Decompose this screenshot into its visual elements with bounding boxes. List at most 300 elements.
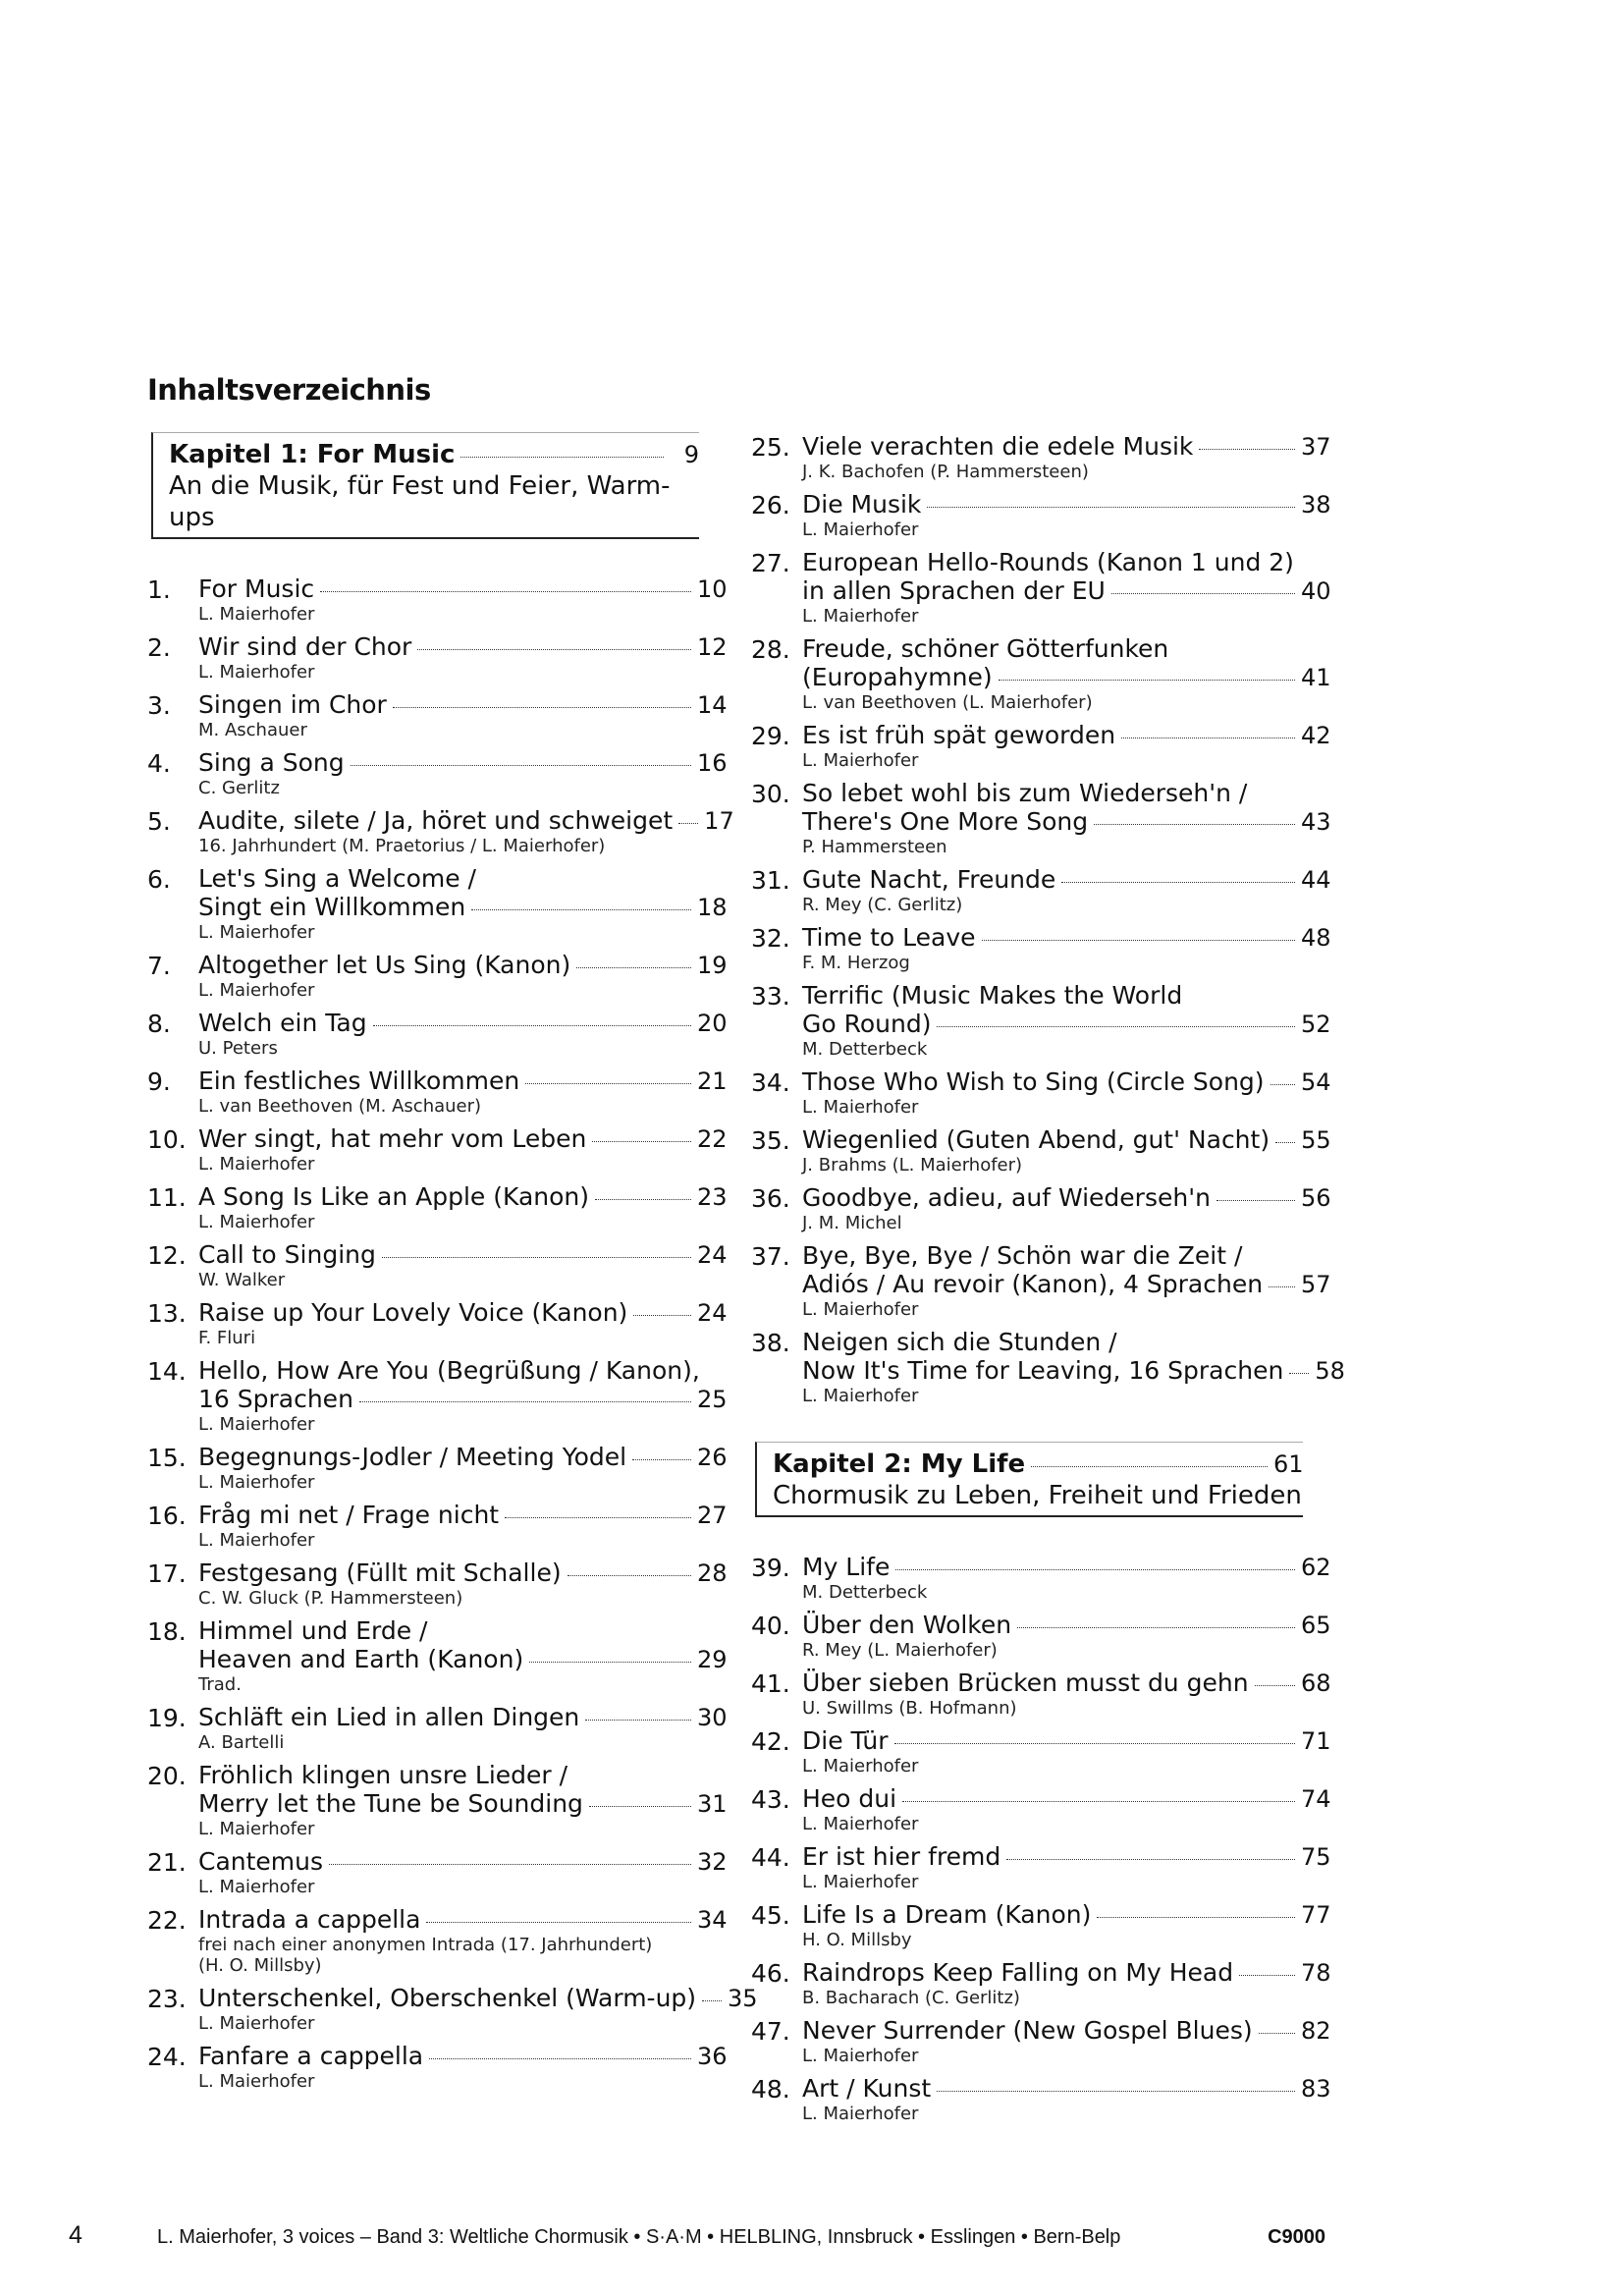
entry-author: F. M. Herzog [802,953,910,973]
chapter-1-subtitle: An die Musik, für Fest und Feier, Warm-ups [169,471,671,532]
toc-entry[interactable] [751,432,1330,482]
entry-title[interactable]: Begegnungs-Jodler / Meeting Yodel [198,1443,627,1471]
entry-page-number: 10 [697,575,728,603]
entry-page-number: 25 [697,1386,728,1413]
entry-title[interactable]: A Song Is Like an Apple (Kanon) [198,1182,589,1211]
toc-entry[interactable] [751,779,1330,857]
toc-entry[interactable] [147,1240,727,1290]
toc-entry[interactable] [751,1611,1330,1661]
entry-title-line [198,893,727,922]
entry-number: 25. [751,433,790,462]
toc-list-left [147,574,758,2092]
entry-number: 38. [751,1329,790,1357]
toc-entry[interactable] [147,1443,727,1493]
entry-author: F. Fluri [198,1328,256,1348]
entry-author: U. Swillms (B. Hofmann) [802,1698,1017,1719]
entry-title-line [198,806,733,836]
entry-body [802,1842,1330,1892]
entry-title[interactable]: Neigen sich die Stunden / [802,1328,1117,1356]
entry-page-number: 82 [1301,2017,1331,2045]
entry-title[interactable]: Heaven and Earth (Kanon) [198,1645,524,1673]
toc-entry[interactable] [147,1847,727,1897]
entry-title-line [802,490,1330,519]
dot-leader [1259,2033,1295,2034]
entry-page-number: 44 [1301,866,1331,894]
toc-entry[interactable] [147,574,727,625]
dot-leader [937,2091,1295,2092]
toc-entry[interactable] [147,748,727,798]
toc-entry[interactable] [751,1958,1330,2008]
entry-title[interactable]: Goodbye, adieu, auf Wiederseh'n [802,1183,1211,1212]
dot-leader [1255,1685,1295,1686]
entry-page-number: 26 [697,1444,728,1471]
entry-title[interactable]: For Music [198,574,315,603]
toc-entry[interactable] [751,1900,1330,1950]
toc-entry[interactable] [751,490,1330,540]
dot-leader [525,1083,691,1084]
entry-page-number: 52 [1301,1011,1331,1038]
entry-title[interactable]: Sing a Song [198,748,345,777]
entry-author: L. Maierhofer [802,519,919,540]
entry-body [198,806,733,856]
entry-page-number: 74 [1301,1785,1331,1813]
entry-page-number: 37 [1301,433,1331,461]
entry-author: L. Maierhofer [802,1097,919,1118]
entry-author: L. Maierhofer [802,606,919,627]
toc-entry[interactable] [751,1328,1345,1406]
entry-number: 5. [147,807,171,836]
entry-body [198,1761,727,1839]
toc-entry[interactable] [751,865,1330,915]
entry-title[interactable]: Singt ein Willkommen [198,893,466,921]
entry-title-line [802,1067,1330,1097]
entry-body [802,1958,1330,2008]
dot-leader [576,967,691,968]
entry-title-line [802,432,1330,462]
toc-entry[interactable] [751,1067,1330,1118]
entry-body [802,1784,1330,1834]
entry-title[interactable]: 16 Sprachen [198,1385,353,1413]
entry-title[interactable]: Adiós / Au revoir (Kanon), 4 Sprachen [802,1270,1264,1298]
toc-entry[interactable] [751,923,1330,973]
entry-title[interactable]: Never Surrender (New Gospel Blues) [802,2016,1253,2045]
dot-leader [1275,1142,1295,1143]
entry-title[interactable]: Bye, Bye, Bye / Schön war die Zeit / [802,1241,1243,1270]
entry-author: L. Maierhofer [198,1877,315,1897]
entry-title[interactable]: There's One More Song [802,807,1089,836]
dot-leader [568,1575,691,1576]
entry-title[interactable]: Es ist früh spät geworden [802,721,1116,749]
entry-author: A. Bartelli [198,1732,285,1753]
entry-title[interactable]: Welch ein Tag [198,1009,367,1037]
toc-right-column [751,432,1345,2132]
entry-title-line [198,864,727,893]
dot-leader [417,649,691,650]
toc-list-right-ch2 [751,1553,1330,2124]
toc-entry[interactable] [751,2016,1330,2066]
toc-entry[interactable] [751,981,1330,1060]
dot-leader [1017,1627,1295,1628]
entry-title[interactable]: in allen Sprachen der EU [802,576,1106,605]
toc-entry[interactable] [751,1553,1330,1603]
entry-body [198,1703,727,1753]
entry-body [198,1501,727,1551]
toc-entry[interactable] [147,951,727,1001]
entry-page-number: 43 [1301,808,1331,836]
toc-entry[interactable] [147,1905,727,1976]
entry-body [802,548,1330,627]
dot-leader [592,1141,691,1142]
entry-title-line [802,663,1330,692]
entry-number: 22. [147,1906,187,1935]
entry-title[interactable]: Raise up Your Lovely Voice (Kanon) [198,1298,628,1327]
entry-number: 43. [751,1785,790,1814]
chapter-1-box [151,432,699,539]
toc-entry[interactable] [147,806,734,856]
entry-body [198,1182,727,1232]
entry-title[interactable]: Life Is a Dream (Kanon) [802,1900,1092,1929]
dot-leader [393,707,691,708]
entry-number: 41. [751,1669,790,1698]
entry-number: 26. [751,491,790,519]
entry-number: 15. [147,1444,187,1472]
entry-author: L. Maierhofer [198,1472,315,1493]
entry-title[interactable]: Now It's Time for Leaving, 16 Sprachen [802,1356,1284,1385]
entry-author: (H. O. Millsby) [198,1955,322,1976]
chapter-1-title[interactable]: Kapitel 1: For Music [169,440,456,469]
entry-title[interactable]: Altogether let Us Sing (Kanon) [198,951,571,979]
entry-body [802,432,1330,482]
toc-entry[interactable] [751,721,1330,771]
chapter-2-title[interactable]: Kapitel 2: My Life [773,1449,1026,1479]
entry-title[interactable]: Die Tür [802,1726,889,1755]
entry-page-number: 62 [1301,1554,1331,1581]
entry-title[interactable]: Audite, silete / Ja, höret und schweiget [198,806,674,835]
entry-title-line [802,1241,1330,1270]
entry-page-number: 58 [1315,1357,1345,1385]
entry-title[interactable]: Heo dui [802,1784,897,1813]
toc-entry[interactable] [147,1761,727,1839]
dot-leader [982,940,1295,941]
entry-author: L. Maierhofer [198,2013,315,2034]
entry-title[interactable]: (Europahymne) [802,663,993,691]
entry-body [198,2042,727,2092]
entry-body [802,981,1330,1060]
entry-title[interactable]: Wiegenlied (Guten Abend, gut' Nacht) [802,1125,1271,1154]
entry-title[interactable]: Raindrops Keep Falling on My Head [802,1958,1234,1987]
entry-body [198,1124,727,1175]
entry-number: 33. [751,982,790,1011]
entry-page-number: 83 [1301,2075,1331,2103]
entry-title[interactable]: Merry let the Tune be Sounding [198,1789,583,1818]
entry-title[interactable]: Er ist hier fremd [802,1842,1001,1871]
toc-entry[interactable] [147,1616,727,1695]
dot-leader [529,1662,691,1663]
dot-leader [902,1801,1295,1802]
entry-number: 30. [751,780,790,808]
entry-author: M. Detterbeck [802,1039,928,1060]
footer-code: C9000 [1268,2226,1325,2248]
toc-entry[interactable] [751,1125,1330,1175]
entry-title[interactable]: European Hello-Rounds (Kanon 1 und 2) [802,548,1294,576]
entry-page-number: 27 [697,1502,728,1529]
toc-entry[interactable] [147,1182,727,1232]
toc-entry[interactable] [147,1066,727,1117]
entry-page-number: 36 [697,2043,728,2070]
entry-number: 46. [751,1959,790,1988]
entry-title[interactable]: Terrific (Music Makes the World [802,981,1183,1010]
entry-number: 21. [147,1848,187,1877]
entry-author: L. Maierhofer [802,2104,919,2124]
toc-entry[interactable] [751,1241,1330,1320]
toc-entry[interactable] [751,634,1330,713]
dot-leader [1289,1373,1309,1374]
entry-title[interactable]: My Life [802,1553,891,1581]
toc-entry[interactable] [147,1501,727,1551]
entry-author: J. Brahms (L. Maierhofer) [802,1155,1023,1175]
entry-title[interactable]: Über sieben Brücken musst du gehn [802,1668,1249,1697]
entry-title-line [198,2042,727,2071]
entry-title-line [802,1125,1330,1155]
entry-title[interactable]: Fröhlich klingen unsre Lieder / [198,1761,568,1789]
entry-title-line [198,1501,727,1530]
entry-title[interactable]: Fråg mi net / Frage nicht [198,1501,500,1529]
entry-author: R. Mey (C. Gerlitz) [802,895,963,915]
entry-body [198,1356,727,1435]
entry-author: J. M. Michel [802,1213,902,1233]
entry-title-line [802,981,1330,1010]
entry-body [198,1066,727,1117]
entry-title-line [802,1183,1330,1213]
dot-leader [894,1743,1296,1744]
entry-number: 24. [147,2043,187,2071]
entry-title[interactable]: Wir sind der Chor [198,632,412,661]
entry-title[interactable]: Let's Sing a Welcome / [198,864,476,893]
entry-title-line [802,548,1330,576]
toc-entry[interactable] [751,1668,1330,1719]
dot-leader [595,1199,691,1200]
toc-entry[interactable] [147,1558,727,1609]
entry-body [802,923,1330,973]
entry-body [802,2016,1330,2066]
entry-title-line [802,923,1330,953]
entry-author: P. Hammersteen [802,837,947,857]
dot-leader [702,2000,722,2001]
entry-title-line [802,634,1330,663]
entry-title-line [198,1443,727,1472]
entry-title[interactable]: Gute Nacht, Freunde [802,865,1056,894]
toc-entry[interactable] [147,1009,727,1059]
entry-title-line [198,748,727,778]
toc-entry[interactable] [147,1124,727,1175]
entry-title[interactable]: Himmel und Erde / [198,1616,428,1645]
entry-page-number: 12 [697,633,728,661]
entry-number: 47. [751,2017,790,2046]
dot-leader [999,680,1295,681]
toc-list-right-ch1 [751,432,1345,1406]
entry-page-number: 16 [697,749,728,777]
entry-title-line [198,1984,757,2013]
entry-title-line [802,721,1330,750]
footer-page-number: 4 [69,2221,82,2249]
dot-leader [1271,1084,1295,1085]
entry-number: 31. [751,866,790,895]
entry-title-line [802,1270,1330,1299]
entry-body [802,779,1330,857]
entry-number: 4. [147,749,171,778]
entry-number: 28. [751,635,790,664]
toc-entry[interactable] [147,1298,727,1348]
toc-entry[interactable] [751,548,1330,627]
entry-page-number: 35 [728,1985,758,2012]
entry-title[interactable]: Über den Wolken [802,1611,1012,1639]
entry-title[interactable]: Ein festliches Willkommen [198,1066,520,1095]
entry-title-line [198,1009,727,1038]
footer-publisher-line: L. Maierhofer, 3 voices – Band 3: Weltliche Chormusik • S·A·M • HELBLING, Innsbruck • Esslingen • Bern-Belp [157,2226,1121,2248]
entry-author: M. Aschauer [198,720,307,740]
entry-author: L. Maierhofer [198,980,315,1001]
entry-author: U. Peters [198,1038,278,1059]
dot-leader [1199,449,1295,450]
entry-title-line [802,1842,1330,1872]
entry-number: 7. [147,952,171,980]
entry-body [198,1443,727,1493]
entry-body [802,1553,1330,1603]
toc-entry[interactable] [147,1703,727,1753]
entry-title-line [198,632,727,662]
toc-entry[interactable] [751,1784,1330,1834]
entry-body [802,1067,1330,1118]
toc-entry[interactable] [147,864,727,943]
entry-author: J. K. Bachofen (P. Hammersteen) [802,462,1089,482]
entry-title[interactable]: Art / Kunst [802,2074,932,2103]
dot-leader [505,1517,691,1518]
toc-entry[interactable] [751,1183,1330,1233]
entry-page-number: 55 [1301,1126,1331,1154]
entry-page-number: 28 [697,1559,728,1587]
entry-number: 40. [751,1612,790,1640]
entry-body [198,864,727,943]
entry-author: B. Bacharach (C. Gerlitz) [802,1988,1020,2008]
entry-title[interactable]: Call to Singing [198,1240,376,1269]
entry-title[interactable]: So lebet wohl bis zum Wiederseh'n / [802,779,1248,807]
entry-title[interactable]: Unterschenkel, Oberschenkel (Warm-up) [198,1984,697,2012]
chapter-1-page: 9 [683,441,699,468]
entry-author: L. Maierhofer [198,604,315,625]
entry-title[interactable]: Those Who Wish to Sing (Circle Song) [802,1067,1265,1096]
entry-title-line [802,865,1330,895]
entry-title-line [802,1900,1330,1930]
entry-body [802,1668,1330,1719]
entry-title-line [802,1668,1330,1698]
entry-number: 19. [147,1704,187,1732]
entry-number: 14. [147,1357,187,1386]
entry-number: 16. [147,1502,187,1530]
entry-body [802,1328,1344,1406]
entry-page-number: 14 [697,691,728,719]
entry-title[interactable]: Singen im Chor [198,690,387,719]
entry-title-line [198,690,727,720]
toc-entry[interactable] [147,690,727,740]
entry-title[interactable]: Freude, schöner Götterfunken [802,634,1169,663]
toc-entry[interactable] [147,1984,758,2034]
entry-body [802,1900,1330,1950]
entry-title-line [802,1958,1330,1988]
toc-entry[interactable] [147,1356,727,1435]
entry-title-line [198,1298,727,1328]
entry-number: 48. [751,2075,790,2104]
entry-number: 20. [147,1762,187,1790]
toc-entry[interactable] [751,1726,1330,1777]
dot-leader [1006,1859,1295,1860]
page-footer [69,2221,1325,2250]
entry-title-line [802,1553,1330,1582]
entry-title[interactable]: Wer singt, hat mehr vom Leben [198,1124,587,1153]
entry-title-line [198,1182,727,1212]
entry-number: 3. [147,691,171,720]
entry-author: L. Maierhofer [198,1154,315,1175]
entry-title-line [802,2074,1330,2104]
entry-title-line [198,1240,727,1270]
entry-page-number: 77 [1301,1901,1331,1929]
entry-title-line [802,779,1330,807]
entry-title[interactable]: Die Musik [802,490,922,519]
entry-author: M. Detterbeck [802,1582,928,1603]
entry-title[interactable]: Viele verachten die edele Musik [802,432,1194,461]
entry-title[interactable]: Intrada a cappella [198,1905,421,1934]
entry-author: L. Maierhofer [198,2071,315,2092]
entry-title[interactable]: Fanfare a cappella [198,2042,424,2070]
page-heading: Inhaltsverzeichnis [147,373,431,407]
chapter-2-subtitle: Chormusik zu Leben, Freiheit und Frieden [773,1481,1302,1510]
toc-entry[interactable] [147,632,727,683]
dot-leader [1061,882,1295,883]
entry-title[interactable]: Hello, How Are You (Begrüßung / Kanon), [198,1356,700,1385]
entry-author: 16. Jahrhundert (M. Praetorius / L. Maierhofer) [198,836,606,856]
toc-left-column [147,432,758,2100]
entry-number: 12. [147,1241,187,1270]
entry-title[interactable]: Go Round) [802,1010,932,1038]
entry-title[interactable]: Time to Leave [802,923,976,952]
entry-number: 6. [147,865,171,894]
entry-body [198,632,727,683]
entry-body [802,634,1330,713]
entry-page-number: 65 [1301,1612,1331,1639]
entry-title[interactable]: Cantemus [198,1847,324,1876]
toc-entry[interactable] [147,2042,727,2092]
entry-page-number: 40 [1301,577,1331,605]
dot-leader [937,1026,1295,1027]
entry-title[interactable]: Festgesang (Füllt mit Schalle) [198,1558,562,1587]
entry-title-line [802,1010,1330,1039]
dot-leader [1239,1975,1295,1976]
dot-leader [585,1720,691,1721]
entry-number: 10. [147,1125,187,1154]
entry-author: H. O. Millsby [802,1930,912,1950]
entry-title[interactable]: Schläft ein Lied in allen Dingen [198,1703,580,1731]
entry-title-line [198,1703,727,1732]
toc-entry[interactable] [751,2074,1330,2124]
entry-page-number: 41 [1301,664,1331,691]
entry-number: 11. [147,1183,187,1212]
entry-title-line [802,807,1330,837]
entry-page-number: 19 [697,952,728,979]
entry-number: 18. [147,1617,187,1646]
entry-body [198,1847,727,1897]
toc-entry[interactable] [751,1842,1330,1892]
dot-leader [895,1569,1295,1570]
entry-body [198,1905,727,1976]
